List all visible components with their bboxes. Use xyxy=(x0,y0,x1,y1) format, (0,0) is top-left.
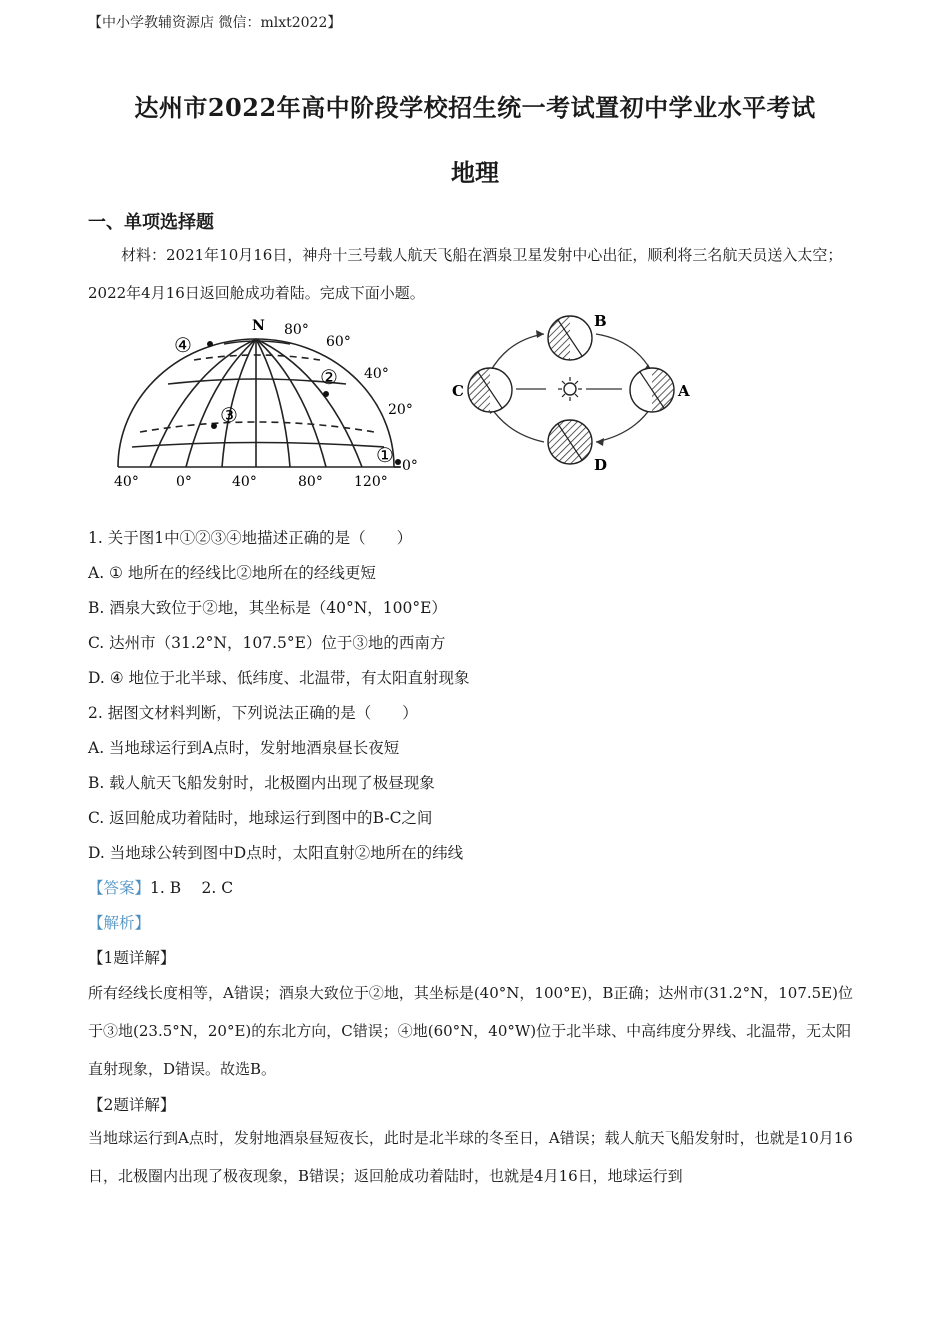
lat-label-40: 40° xyxy=(364,366,389,382)
point-1-dot xyxy=(395,459,401,465)
q1-option-a: A. ① 地所在的经线比②地所在的经线更短 xyxy=(88,564,376,582)
watermark: 【中小学教辅资源店 微信：mlxt2022】 xyxy=(88,15,342,31)
q2-stem: 2. 据图文材料判断，下列说法正确的是（ ） xyxy=(88,704,418,722)
detail-1-text: 所有经线长度相等，A错误；酒泉大致位于②地，其坐标是(40°N，100°E)，B正确；达州市(31.2°N，107.5E)位于③地(23.5°N，20°E)的东北方向，C错误；④地(60°N，40°W)位于北半球、中高纬度分界线、北温带，无太阳直射现象，D错误。故选B。 xyxy=(88,984,853,1078)
point-label-3: ③ xyxy=(220,403,238,427)
orbit-label-d: D xyxy=(594,456,608,474)
point-label-1: ① xyxy=(376,443,394,467)
lon-label-40e: 40° xyxy=(232,474,257,490)
q1-option-c: C. 达州市（31.2°N，107.5°E）位于③地的西南方 xyxy=(88,634,446,652)
point-4-dot xyxy=(207,341,213,347)
point-3-dot xyxy=(211,423,217,429)
detail-1-label: 【1题详解】 xyxy=(88,949,176,967)
earth-b xyxy=(548,316,592,360)
q2-option-d: D. 当地球公转到图中D点时，太阳直射②地所在的纬线 xyxy=(88,844,464,862)
detail-2-text: 当地球运行到A点时，发射地酒泉昼短夜长，此时是北半球的冬至日，A错误；载人航天飞船发射时，也就是10月16日，北极圈内出现了极夜现象，B错误；返回舱成功着陆时，也就是4月16日，地球运行到 xyxy=(88,1129,853,1185)
answer-line xyxy=(88,876,233,898)
lat-label-80: 80° xyxy=(284,322,309,338)
lat-label-60: 60° xyxy=(326,334,351,350)
answer-text: 1. B 2. C xyxy=(150,879,234,897)
page-title: 达州市2022年高中阶段学校招生统一考试置初中学业水平考试 xyxy=(134,93,816,122)
earth-d xyxy=(548,420,592,464)
earth-a xyxy=(630,368,674,412)
sun-icon xyxy=(558,377,582,401)
q1-stem: 1. 关于图1中①②③④地描述正确的是（ ） xyxy=(88,529,413,547)
lon-label-0: 0° xyxy=(176,474,192,490)
material-paragraph: 材料：2021年10月16日，神舟十三号载人航天飞船在酒泉卫星发射中心出征，顺利将三名航天员送入太空；2022年4月16日返回舱成功着陆。完成下面小题。 xyxy=(88,246,843,302)
orbit-label-b: B xyxy=(594,312,607,330)
north-label: N xyxy=(252,318,265,334)
q2-option-b: B. 载人航天飞船发射时，北极圈内出现了极昼现象 xyxy=(88,774,435,792)
lat-label-20: 20° xyxy=(388,402,413,418)
parallel-20 xyxy=(140,422,374,432)
lon-label-40w: 40° xyxy=(114,474,139,490)
lon-label-80e: 80° xyxy=(298,474,323,490)
lon-label-120e: 120° xyxy=(354,474,388,490)
q2-option-c: C. 返回舱成功着陆时，地球运行到图中的B-C之间 xyxy=(88,809,433,827)
earth-c xyxy=(468,368,512,412)
point-label-2: ② xyxy=(320,365,338,389)
figure-2-earth-orbit xyxy=(446,312,696,480)
q1-option-d: D. ④ 地位于北半球、低纬度、北温带，有太阳直射现象 xyxy=(88,669,470,687)
analysis-label: 【解析】 xyxy=(88,914,151,932)
subject-title: 地理 xyxy=(451,158,499,187)
point-label-4: ④ xyxy=(174,333,192,357)
figure-1-lat-lon-grid xyxy=(108,312,428,494)
q1-option-b: B. 酒泉大致位于②地，其坐标是（40°N，100°E） xyxy=(88,599,447,617)
lat-label-0: 0° xyxy=(402,458,418,474)
orbit-label-c: C xyxy=(452,382,464,400)
answer-label: 【答案】 xyxy=(88,879,151,897)
q2-option-a: A. 当地球运行到A点时，发射地酒泉昼长夜短 xyxy=(88,739,400,757)
section-heading: 一、单项选择题 xyxy=(88,212,214,233)
orbit-label-a: A xyxy=(678,382,690,400)
point-2-dot xyxy=(323,391,329,397)
detail-2-label: 【2题详解】 xyxy=(88,1096,176,1114)
